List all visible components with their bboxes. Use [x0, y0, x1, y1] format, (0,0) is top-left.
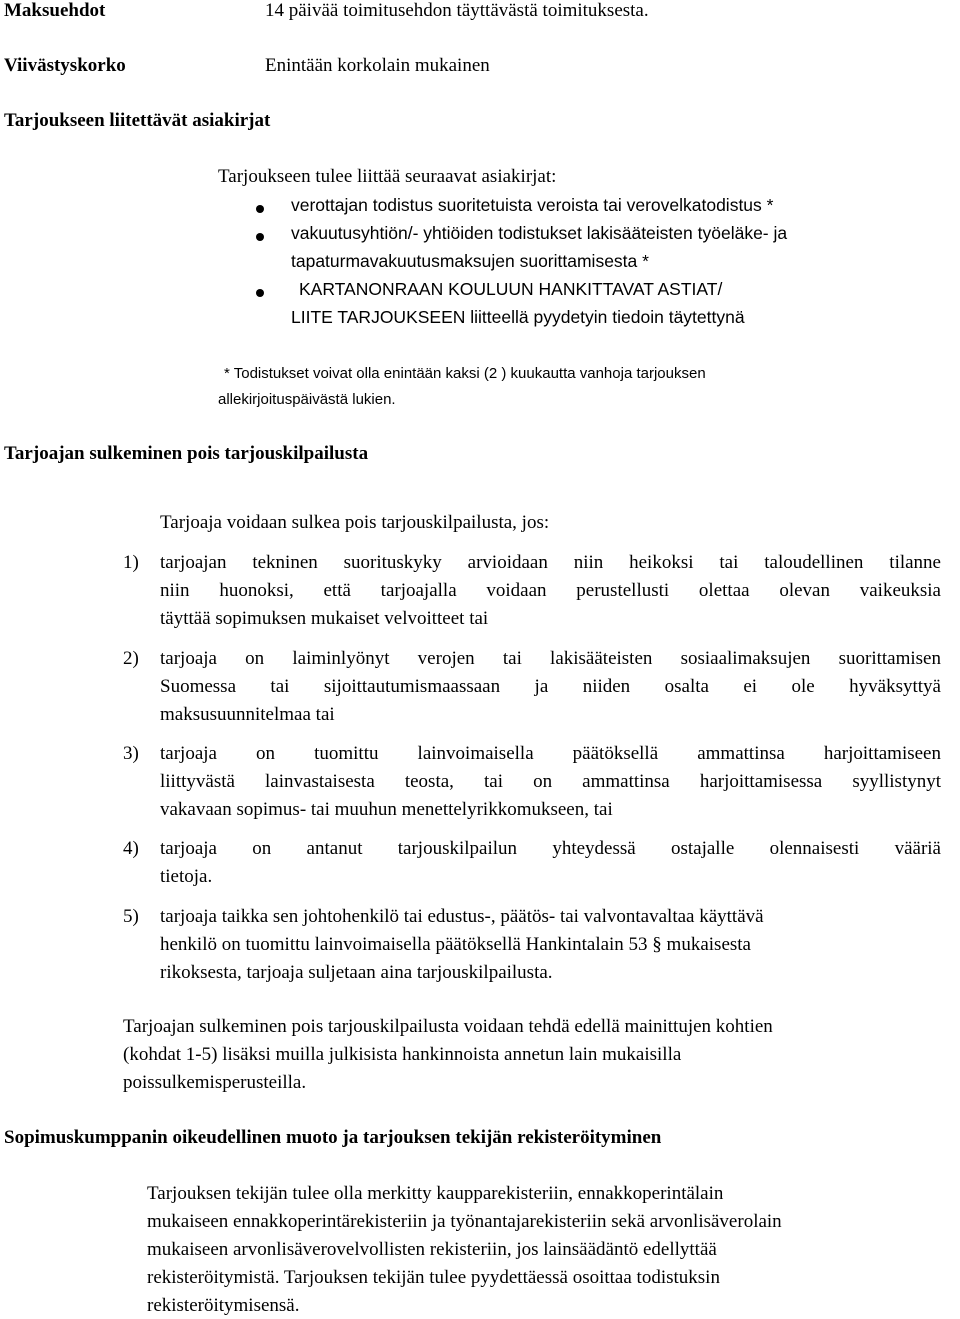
registration-line: mukaiseen ennakkoperintärekisteriin ja työnantajarekisteriin sekä arvonlisäverolain	[147, 1211, 782, 1232]
bullet-icon	[256, 233, 264, 241]
exclusion-item-number: 4)	[123, 838, 139, 859]
exclusion-item-line: tarjoaja taikka sen johtohenkilö tai edustus-, päätös- tai valvontavaltaa käyttävä	[160, 906, 764, 927]
exclusion-item-line: tarjoajan tekninen suorituskyky arvioidaan niin heikoksi tai taloudellinen tilanne	[160, 552, 941, 573]
exclusion-item-number: 1)	[123, 552, 139, 573]
certificate-note-line-1: * Todistukset voivat olla enintään kaksi (2 ) kuukautta vanhoja tarjouksen	[224, 365, 706, 382]
exclusion-heading: Tarjoajan sulkeminen pois tarjouskilpailusta	[4, 443, 369, 464]
exclusion-item-number: 5)	[123, 906, 139, 927]
registration-line: mukaiseen arvonlisäverovelvollisten rekisteriin, jos lainsäädäntö edellyttää	[147, 1239, 717, 1260]
exclusion-item-line: henkilö on tuomittu lainvoimaisella päätöksellä Hankintalain 53 § mukaisesta	[160, 934, 751, 955]
attachment-item-1: verottajan todistus suoritetuista veroista tai verovelkatodistus *	[291, 195, 774, 215]
certificate-note-line-2: allekirjoituspäivästä lukien.	[218, 391, 396, 408]
registration-line: rekisteröitymistä. Tarjouksen tekijän tulee pyydettäessä osoittaa todistuksin	[147, 1267, 720, 1288]
exclusion-closing-line: poissulkemisperusteilla.	[123, 1072, 307, 1093]
exclusion-item-line: täyttää sopimuksen mukaiset velvoitteet tai	[160, 608, 489, 629]
attachment-item-3-line-2: LIITE TARJOUKSEEN liitteellä pyydetyin tiedoin täytettynä	[291, 307, 745, 327]
bullet-icon	[256, 205, 264, 213]
exclusion-item-line: liittyvästä lainvastaisesta teosta, tai on ammattinsa harjoittamisessa syyllistynyt	[160, 771, 941, 792]
exclusion-item-line: vakavaan sopimus- tai muuhun menettelyrikkomukseen, tai	[160, 799, 613, 820]
attachment-item-2-line-1: vakuutusyhtiön/- yhtiöiden todistukset lakisääteisten työeläke- ja	[291, 223, 788, 243]
registration-heading: Sopimuskumppanin oikeudellinen muoto ja tarjouksen tekijän rekisteröityminen	[4, 1127, 662, 1148]
late-interest-label: Viivästyskorko	[4, 55, 126, 76]
exclusion-item-line: rikoksesta, tarjoaja suljetaan aina tarjouskilpailusta.	[160, 962, 553, 983]
exclusion-item-line: tarjoaja on antanut tarjouskilpailun yhteydessä ostajalle olennaisesti vääriä	[160, 838, 941, 859]
exclusion-item-line: tarjoaja on tuomittu lainvoimaisella päätöksellä ammattinsa harjoittamiseen	[160, 743, 941, 764]
exclusion-closing-line: Tarjoajan sulkeminen pois tarjouskilpailusta voidaan tehdä edellä mainittujen kohtien	[123, 1016, 773, 1037]
registration-line: rekisteröitymisensä.	[147, 1295, 300, 1316]
late-interest-value: Enintään korkolain mukainen	[265, 55, 490, 76]
attachments-heading: Tarjoukseen liitettävät asiakirjat	[4, 110, 271, 131]
attachments-intro: Tarjoukseen tulee liittää seuraavat asiakirjat:	[218, 166, 557, 187]
exclusion-item-line: maksusuunnitelmaa tai	[160, 704, 335, 725]
exclusion-item-number: 3)	[123, 743, 139, 764]
attachment-item-2-line-2: tapaturmavakuutusmaksujen suorittamisesta *	[291, 251, 649, 271]
exclusion-item-line: Suomessa tai sijoittautumismaassaan ja niiden osalta ei ole hyväksyttyä	[160, 676, 941, 697]
bullet-icon	[256, 289, 264, 297]
registration-line: Tarjouksen tekijän tulee olla merkitty kaupparekisteriin, ennakkoperintälain	[147, 1183, 724, 1204]
exclusion-item-line: tarjoaja on laiminlyönyt verojen tai lakisääteisten sosiaalimaksujen suorittamisen	[160, 648, 941, 669]
payment-terms-value: 14 päivää toimitusehdon täyttävästä toimituksesta.	[265, 0, 649, 21]
exclusion-intro: Tarjoaja voidaan sulkea pois tarjouskilpailusta, jos:	[160, 512, 550, 533]
payment-terms-label: Maksuehdot	[4, 0, 106, 21]
attachment-item-3-line-1: KARTANONRAAN KOULUUN HANKITTAVAT ASTIAT/	[299, 279, 723, 299]
exclusion-item-number: 2)	[123, 648, 139, 669]
exclusion-item-line: niin huonoksi, että tarjoajalla voidaan perustellusti olettaa olevan vaikeuksia	[160, 580, 941, 601]
exclusion-closing-line: (kohdat 1-5) lisäksi muilla julkisista hankinnoista annetun lain mukaisilla	[123, 1044, 682, 1065]
exclusion-item-line: tietoja.	[160, 866, 213, 887]
